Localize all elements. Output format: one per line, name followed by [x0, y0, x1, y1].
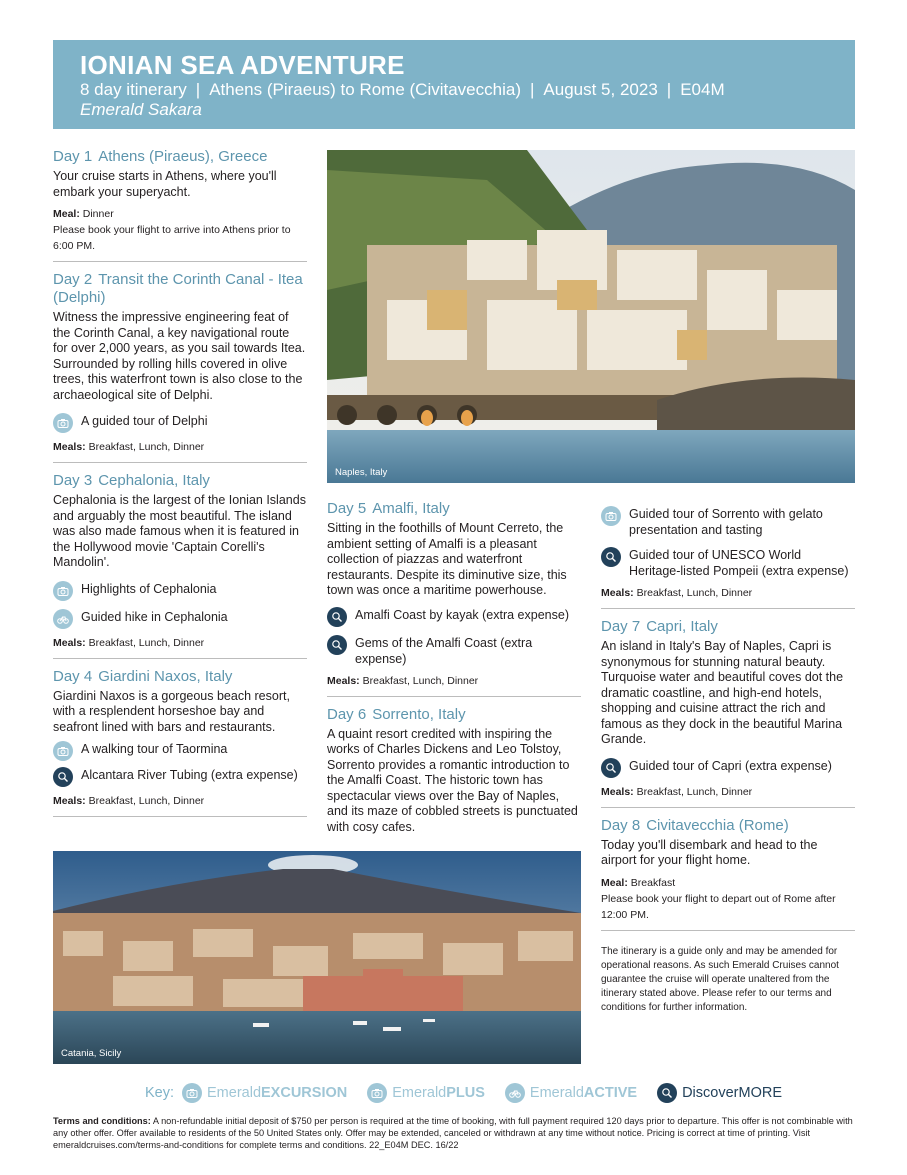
day-5 [327, 500, 581, 689]
divider [53, 658, 307, 659]
day-2 [53, 271, 307, 455]
itinerary-subtitle: 8 day itinerary | Athens (Piraeus) to Rome (Civitavecchia) | August 5, 2023 | E04M [80, 80, 725, 99]
bike-icon [53, 609, 73, 629]
activity: Guided hike in Cephalonia [53, 609, 307, 629]
disclaimer: The itinerary is a guide only and may be amended for operational reasons. As such Emerald Cruises cannot guarantee the cruise will operate unaltered from the itinerary stated above. Please refer to our terms and conditions for further information. [601, 945, 839, 1013]
day-7 [601, 618, 855, 800]
key-emerald-active: Emerald ACTIVE [505, 1083, 637, 1103]
activity: Highlights of Cephalonia [53, 581, 307, 601]
day-description: Sitting in the foothills of Mount Cerreto, the ambient setting of Amalfi is a pleasant collection of piazzas and waterfront restaurants. Despite its diminutive size, this town was once a maritime powerhouse. [327, 521, 567, 597]
key-emerald-plus: Emerald PLUS [367, 1083, 485, 1103]
day-description: Today you'll disembark and head to the airport for your flight home. [601, 837, 818, 867]
day-description: Your cruise starts in Athens, where you'll embark your superyacht. [53, 169, 277, 199]
route: Athens (Piraeus) to Rome (Civitavecchia) [209, 80, 521, 99]
camera-icon [53, 581, 73, 601]
day-description: An island in Italy's Bay of Naples, Capri is synonymous for stunning natural beauty. Turquoise water and beautiful coves dot the dramatic coastline, and high-end hotels, shopping and cuisine attract the rich and famous as they dock in the beautiful Marina Grande. [601, 639, 844, 746]
meals: Meal: Dinner [53, 208, 114, 220]
divider [601, 930, 855, 931]
catania-photo [53, 851, 581, 1064]
day-description: Giardini Naxos is a gorgeous beach resort, with a resplendent horseshoe bay and seafront lined with bars and restaurants. [53, 688, 290, 734]
key-label: Key: [145, 1085, 175, 1101]
day-heading: Day 6 Sorrento, Italy [327, 705, 466, 723]
camera-icon [53, 413, 73, 433]
activity: Amalfi Coast by kayak (extra expense) [327, 607, 581, 627]
day-3 [53, 472, 307, 651]
terms-and-conditions: Terms and conditions: A non-refundable initial deposit of $750 per person is required at the time of booking, with full payment required 120 days prior to departure. This offer is not combinable with any other offer. Offer available to residents of the 50 United States only. Offer may be extended, canceled or withdrawn at any time without notice. Pricing is correct at time of printing. Visit emeraldcruises.com/terms-and-conditions for complete terms and conditions. 22_E04M DEC. 16/22 [53, 1116, 853, 1150]
column-middle [327, 500, 581, 835]
icon-key [145, 1083, 802, 1103]
activity: A guided tour of Delphi [53, 413, 307, 433]
divider [327, 696, 581, 697]
meals: Meal: Breakfast [601, 876, 676, 889]
flight-note: Please book your flight to arrive into Athens prior to 6:00 PM. [53, 224, 291, 252]
magnifier-icon [601, 547, 621, 567]
meals: Meals: Breakfast, Lunch, Dinner [601, 785, 753, 798]
column-right [601, 506, 855, 1015]
divider [53, 462, 307, 463]
bike-icon [505, 1083, 525, 1103]
naples-photo [327, 150, 855, 483]
photo-caption: Catania, Sicily [61, 1048, 122, 1059]
magnifier-icon [657, 1083, 677, 1103]
divider [601, 807, 855, 808]
ship-name: Emerald Sakara [80, 100, 202, 119]
magnifier-icon [53, 767, 73, 787]
activity: A walking tour of Taormina [53, 741, 307, 761]
divider [53, 261, 307, 262]
camera-icon [601, 506, 621, 526]
day-heading: Day 4 Giardini Naxos, Italy [53, 667, 233, 685]
flight-note: Please book your flight to depart out of Rome after 12:00 PM. [601, 892, 836, 921]
day-1 [53, 148, 307, 254]
day-heading: Day 2 Transit the Corinth Canal - Itea (Delphi) [53, 271, 303, 306]
activity: Guided tour of Sorrento with gelato presentation and tasting [601, 506, 855, 538]
meals: Meals: Breakfast, Lunch, Dinner [601, 587, 753, 599]
meals: Meals: Breakfast, Lunch, Dinner [53, 795, 205, 807]
divider [53, 816, 307, 817]
divider [601, 608, 855, 609]
magnifier-icon [327, 607, 347, 627]
day-heading: Day 8 Civitavecchia (Rome) [601, 816, 789, 834]
day-4 [53, 668, 307, 810]
key-emerald-excursion: Emerald EXCURSION [182, 1083, 347, 1103]
day-heading: Day 5 Amalfi, Italy [327, 500, 450, 517]
activity: Alcantara River Tubing (extra expense) [53, 767, 307, 787]
header-banner [53, 40, 855, 129]
magnifier-icon [601, 758, 621, 778]
key-discover-more: Discover MORE [657, 1083, 782, 1103]
day-description: Cephalonia is the largest of the Ionian Islands and arguably the most beautiful. The island was also made famous when it is featured in the Hollywood movie 'Captain Corelli's Mandolin'. [53, 493, 306, 569]
page-title: IONIAN SEA ADVENTURE [80, 50, 405, 80]
trip-code: E04M [680, 80, 725, 99]
day-heading: Day 1 Athens (Piraeus), Greece [53, 148, 268, 165]
day-description: A quaint resort credited with inspiring the works of Charles Dickens and Leo Tolstoy, Sorrento provides a romantic introduction to the Amalfi Coast. The historic town has spectacular views over the Bay of Naples, and its maze of cobbled streets is punctuated with cosy cafes. [327, 726, 578, 834]
meals: Meals: Breakfast, Lunch, Dinner [53, 636, 205, 649]
day-8 [601, 817, 855, 923]
camera-icon [53, 741, 73, 761]
meals: Meals: Breakfast, Lunch, Dinner [53, 441, 205, 453]
day-6-activities [601, 506, 855, 601]
day-6 [327, 706, 581, 836]
column-left [53, 148, 307, 826]
departure-date: August 5, 2023 [543, 80, 658, 99]
duration: 8 day itinerary [80, 80, 187, 99]
camera-icon [367, 1083, 387, 1103]
magnifier-icon [327, 635, 347, 655]
day-description: Witness the impressive engineering feat of the Corinth Canal, a key navigational route for over 2,000 years, as you sail towards Itea. Surrounded by rolling hills covered in olive trees, this waterfront town is also close to the archaeological site of Delphi. [53, 310, 306, 402]
activity: Guided tour of UNESCO World Heritage-listed Pompeii (extra expense) [601, 547, 855, 579]
photo-caption: Naples, Italy [335, 467, 388, 478]
day-heading: Day 7 Capri, Italy [601, 618, 718, 635]
activity: Gems of the Amalfi Coast (extra expense) [327, 635, 581, 667]
day-heading: Day 3 Cephalonia, Italy [53, 472, 210, 489]
meals: Meals: Breakfast, Lunch, Dinner [327, 674, 479, 687]
activity: Guided tour of Capri (extra expense) [601, 758, 855, 778]
camera-icon [182, 1083, 202, 1103]
